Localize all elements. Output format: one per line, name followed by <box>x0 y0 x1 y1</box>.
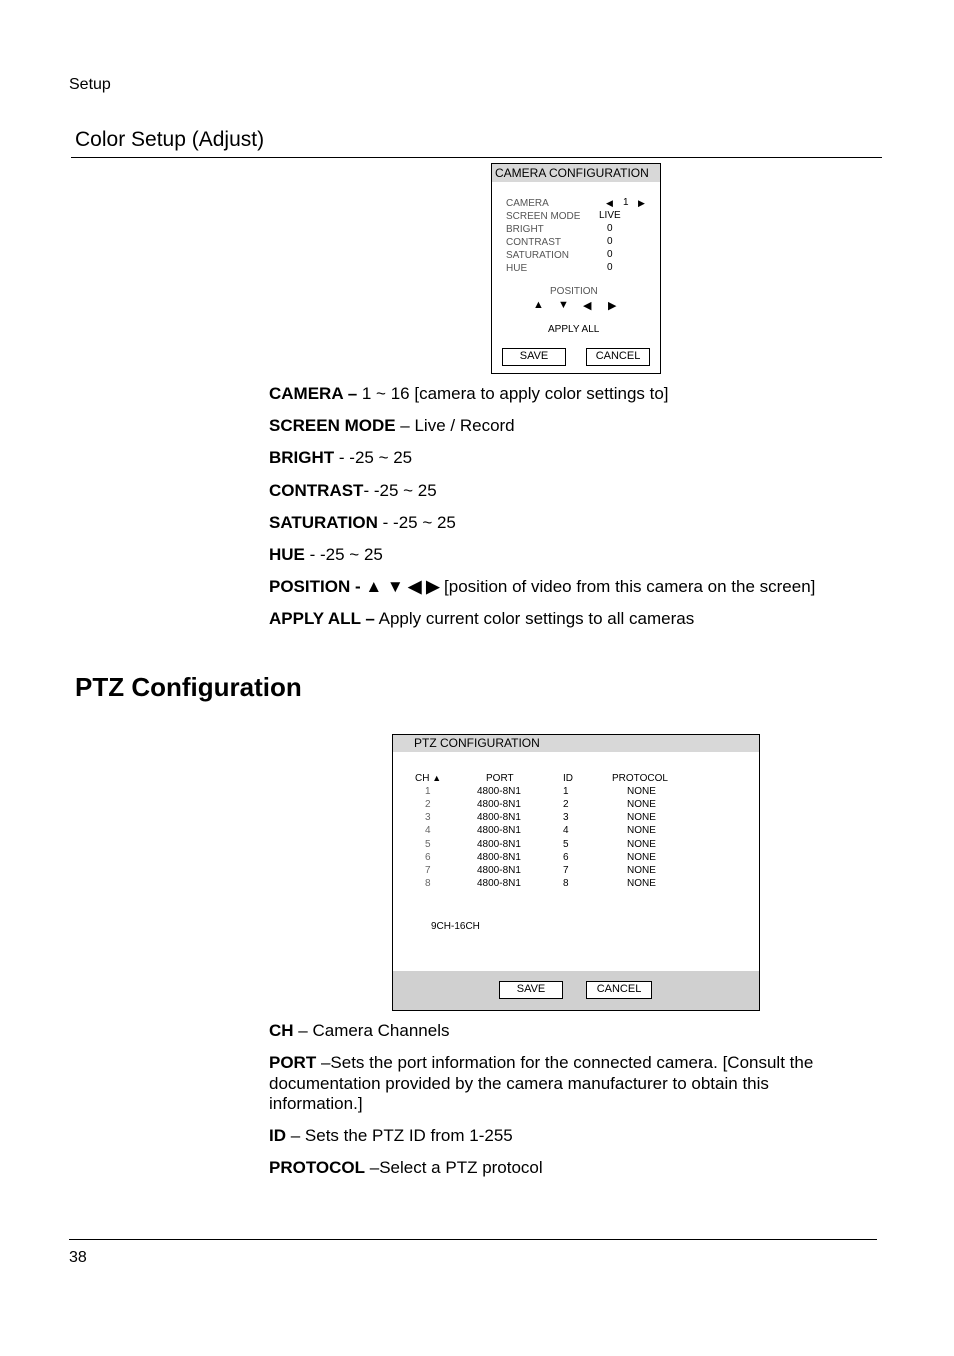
row-port[interactable]: 4800-8N1 <box>477 812 521 823</box>
section-divider <box>71 157 882 158</box>
bright-label: BRIGHT <box>506 224 544 235</box>
row-ch: 4 <box>425 825 431 836</box>
row-port[interactable]: 4800-8N1 <box>477 852 521 863</box>
row-ch: 3 <box>425 812 431 823</box>
row-id[interactable]: 4 <box>563 825 569 836</box>
table-row <box>393 825 759 838</box>
row-port[interactable]: 4800-8N1 <box>477 878 521 889</box>
desc-screen-mode <box>269 416 515 436</box>
camera-configuration-panel <box>491 163 661 374</box>
desc-text: – Camera Channels <box>293 1021 450 1040</box>
desc-term: APPLY ALL – <box>269 609 375 628</box>
row-protocol[interactable]: NONE <box>627 839 656 850</box>
col-port-header: PORT <box>486 773 514 784</box>
row-id[interactable]: 8 <box>563 878 569 889</box>
position-up-icon[interactable]: ▲ <box>533 299 544 311</box>
contrast-value[interactable]: 0 <box>607 236 613 247</box>
row-ch: 5 <box>425 839 431 850</box>
row-protocol[interactable]: NONE <box>627 878 656 889</box>
desc-term: POSITION - ▲ ▼ ◀ ▶ <box>269 577 440 596</box>
desc-port <box>269 1053 859 1115</box>
screen-mode-label: SCREEN MODE <box>506 211 581 222</box>
row-protocol[interactable]: NONE <box>627 825 656 836</box>
hue-label: HUE <box>506 263 528 274</box>
table-row <box>393 799 759 812</box>
desc-camera <box>269 384 669 404</box>
desc-text: – Sets the PTZ ID from 1-255 <box>286 1126 513 1145</box>
ptz-cancel-button[interactable]: CANCEL <box>586 981 652 999</box>
desc-protocol <box>269 1158 859 1179</box>
desc-hue <box>269 545 383 565</box>
desc-term: CONTRAST <box>269 481 364 500</box>
desc-text: 1 ~ 16 [camera to apply color settings to] <box>357 384 669 403</box>
row-id[interactable]: 5 <box>563 839 569 850</box>
ptz-panel-title: PTZ CONFIGURATION <box>393 735 759 752</box>
desc-term: CAMERA – <box>269 384 358 403</box>
table-row <box>393 786 759 799</box>
camera-next-icon[interactable]: ▶ <box>638 198 645 208</box>
desc-term: PROTOCOL <box>269 1158 366 1177</box>
contrast-label: CONTRAST <box>506 237 561 248</box>
desc-text: –Select a PTZ protocol <box>365 1158 543 1177</box>
row-protocol[interactable]: NONE <box>627 799 656 810</box>
col-ch-header[interactable] <box>415 773 441 784</box>
desc-text: - -25 ~ 25 <box>334 448 413 467</box>
save-button[interactable]: SAVE <box>502 348 566 366</box>
row-port[interactable]: 4800-8N1 <box>477 799 521 810</box>
row-protocol[interactable]: NONE <box>627 865 656 876</box>
saturation-label: SATURATION <box>506 250 569 261</box>
ptz-configuration-panel <box>392 734 760 1011</box>
desc-term: SATURATION <box>269 513 378 532</box>
screen-mode-value[interactable]: LIVE <box>599 210 621 221</box>
bright-value[interactable]: 0 <box>607 223 613 234</box>
channel-range-link[interactable]: 9CH-16CH <box>431 921 480 932</box>
desc-apply-all <box>269 609 694 629</box>
camera-configuration-title: CAMERA CONFIGURATION <box>492 164 660 182</box>
row-ch: 7 <box>425 865 431 876</box>
table-row <box>393 852 759 865</box>
row-ch: 6 <box>425 852 431 863</box>
camera-label: CAMERA <box>506 198 549 209</box>
row-id[interactable]: 6 <box>563 852 569 863</box>
desc-bright <box>269 448 412 468</box>
table-row <box>393 865 759 878</box>
sort-up-icon: ▲ <box>432 773 442 783</box>
row-id[interactable]: 3 <box>563 812 569 823</box>
apply-all-button[interactable]: APPLY ALL <box>548 324 600 335</box>
ptz-panel-footer <box>393 971 759 1010</box>
col-protocol-header: PROTOCOL <box>612 773 668 784</box>
camera-prev-icon[interactable]: ◀ <box>606 198 613 208</box>
saturation-value[interactable]: 0 <box>607 249 613 260</box>
desc-term: SCREEN MODE <box>269 416 396 435</box>
footer-divider <box>69 1239 877 1240</box>
desc-term: PORT <box>269 1053 317 1072</box>
desc-term: CH <box>269 1021 294 1040</box>
row-port[interactable]: 4800-8N1 <box>477 786 521 797</box>
desc-text: –Sets the port information for the connected camera. [Consult the documentation provided by the camera manufacturer to obtain this information.] <box>269 1053 814 1113</box>
row-id[interactable]: 1 <box>563 786 569 797</box>
desc-term: ID <box>269 1126 286 1145</box>
desc-text: - -25 ~ 25 <box>363 481 437 500</box>
desc-saturation <box>269 513 456 533</box>
desc-contrast <box>269 481 437 501</box>
row-port[interactable]: 4800-8N1 <box>477 839 521 850</box>
position-down-icon[interactable]: ▼ <box>558 299 569 311</box>
header-section-label: Setup <box>69 76 111 93</box>
table-row <box>393 812 759 825</box>
color-setup-title: Color Setup (Adjust) <box>75 128 265 151</box>
col-ch-label: CH <box>415 773 430 784</box>
position-right-icon[interactable]: ▶ <box>608 300 617 312</box>
row-protocol[interactable]: NONE <box>627 786 656 797</box>
position-left-icon[interactable]: ◀ <box>583 300 592 312</box>
table-row <box>393 878 759 891</box>
row-port[interactable]: 4800-8N1 <box>477 825 521 836</box>
row-id[interactable]: 2 <box>563 799 569 810</box>
row-protocol[interactable]: NONE <box>627 852 656 863</box>
row-id[interactable]: 7 <box>563 865 569 876</box>
table-row <box>393 839 759 852</box>
desc-text: - -25 ~ 25 <box>304 545 383 564</box>
desc-text: – Live / Record <box>395 416 515 435</box>
row-ch: 8 <box>425 878 431 889</box>
desc-text: Apply current color settings to all cameras <box>374 609 695 628</box>
desc-position <box>269 577 815 597</box>
desc-ch <box>269 1021 859 1042</box>
row-protocol[interactable]: NONE <box>627 812 656 823</box>
desc-term: BRIGHT <box>269 448 335 467</box>
desc-id <box>269 1126 859 1147</box>
position-label: POSITION <box>550 286 598 297</box>
ptz-configuration-title: PTZ Configuration <box>75 672 302 702</box>
col-id-header: ID <box>563 773 573 784</box>
row-ch: 1 <box>425 786 431 797</box>
desc-term: HUE <box>269 545 305 564</box>
camera-value: 1 <box>623 197 629 208</box>
hue-value[interactable]: 0 <box>607 262 613 273</box>
cancel-button[interactable]: CANCEL <box>586 348 650 366</box>
ptz-save-button[interactable]: SAVE <box>499 981 563 999</box>
row-ch: 2 <box>425 799 431 810</box>
row-port[interactable]: 4800-8N1 <box>477 865 521 876</box>
desc-text: [position of video from this camera on the screen] <box>439 577 816 596</box>
page-number: 38 <box>69 1249 87 1266</box>
desc-text: - -25 ~ 25 <box>377 513 456 532</box>
